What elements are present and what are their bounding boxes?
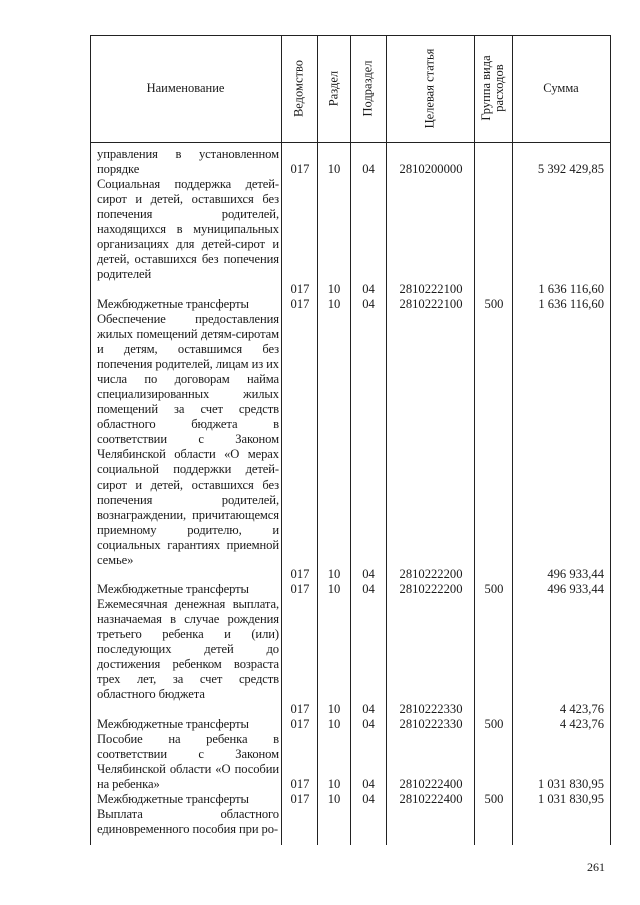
row-summa: 1 636 116,60: [538, 297, 604, 311]
row-summa: 1 636 116,60: [538, 282, 604, 296]
col-border: [610, 35, 611, 845]
row-vedomstvo: 017: [290, 792, 310, 806]
row-vedomstvo: 017: [290, 162, 310, 176]
row-podrazdel: 04: [362, 717, 375, 731]
row-description: Социальная поддержка детей-сирот и детей, оставшихся без попечения родителей, находящихся в муниципальных организациях для детей-сирот и детей, оставшихся без попечения родителей: [97, 177, 279, 282]
budget-table: [90, 35, 611, 845]
col-border: [386, 35, 387, 845]
row-razdel: 10: [327, 717, 341, 731]
row-vedomstvo: 017: [290, 582, 310, 596]
row-summa: 1 031 830,95: [537, 777, 604, 791]
row-summa: 4 423,76: [559, 702, 604, 716]
row-summa: 5 392 429,85: [537, 162, 604, 176]
row-celevaya: 2810222100: [399, 297, 463, 311]
row-celevaya: 2810222200: [399, 567, 463, 581]
row-podrazdel: 04: [362, 792, 375, 806]
row-podrazdel: 04: [362, 777, 375, 791]
row-celevaya: 2810200000: [399, 162, 463, 176]
row-description: управления в установленном порядке: [97, 147, 279, 177]
row-summa: 496 933,44: [547, 567, 604, 581]
row-celevaya: 2810222200: [399, 582, 463, 596]
row-podrazdel: 04: [362, 282, 375, 296]
row-vedomstvo: 017: [290, 717, 310, 731]
row-vedomstvo: 017: [290, 567, 310, 581]
row-razdel: 10: [327, 582, 341, 596]
row-description: Межбюджетные трансферты: [97, 297, 249, 311]
header-podrazdel: Подраздел: [360, 60, 375, 117]
row-celevaya: 2810222330: [399, 702, 463, 716]
row-description: Межбюджетные трансферты: [97, 792, 249, 806]
header-celevaya: Целевая статья: [422, 48, 437, 129]
row-razdel: 10: [327, 162, 341, 176]
col-border: [512, 35, 513, 845]
row-vedomstvo: 017: [290, 297, 310, 311]
header-vedomstvo: Ведомство: [291, 59, 306, 118]
row-razdel: 10: [327, 297, 341, 311]
row-razdel: 10: [327, 282, 341, 296]
row-description: Межбюджетные трансферты: [97, 717, 249, 731]
header-naimenovanie: Наименование: [146, 81, 225, 95]
col-border: [474, 35, 475, 845]
col-border: [281, 35, 282, 845]
row-celevaya: 2810222400: [399, 792, 463, 806]
row-gruppa: 500: [484, 297, 504, 311]
row-gruppa: 500: [484, 792, 504, 806]
row-razdel: 10: [327, 777, 341, 791]
row-summa: 4 423,76: [559, 717, 604, 731]
row-podrazdel: 04: [362, 567, 375, 581]
row-description: Обеспечение предоставления жилых помещений детям-сиротам и детям, оставшимся без попечения родителей, лицам из их числа по договорам найма специализированных жилых помещений за счет средств областного бюджета в соответствии с Законом Челябинской области «О мерах социальной поддержки детей-сирот и детей, оставшихся без попечения родителей, вознаграждении, причитающемся приемному родителю, и социальных гарантиях приемной семье»: [97, 312, 279, 567]
row-description: Пособие на ребенка в соответствии с Законом Челябинской области «О пособии на ребенка»: [97, 732, 279, 792]
row-description: Ежемесячная денежная выплата, назначаемая в случае рождения третьего ребенка и (или) последующих детей до достижения ребенком возраста трех лет, за счет средств областного бюджета: [97, 597, 279, 702]
row-podrazdel: 04: [362, 297, 375, 311]
col-border: [90, 35, 91, 845]
row-vedomstvo: 017: [290, 702, 310, 716]
header-razdel: Раздел: [326, 70, 341, 107]
header-summa: Сумма: [543, 81, 579, 95]
row-gruppa: 500: [484, 717, 504, 731]
row-razdel: 10: [327, 567, 341, 581]
row-razdel: 10: [327, 792, 341, 806]
row-summa: 1 031 830,95: [537, 792, 604, 806]
row-vedomstvo: 017: [290, 282, 310, 296]
row-gruppa: 500: [484, 582, 504, 596]
row-celevaya: 2810222400: [399, 777, 463, 791]
row-razdel: 10: [327, 702, 341, 716]
row-summa: 496 933,44: [547, 582, 604, 596]
col-border: [350, 35, 351, 845]
row-description: Выплата областного единовременного пособия при ро-: [97, 807, 279, 837]
row-celevaya: 2810222330: [399, 717, 463, 731]
row-description: Межбюджетные трансферты: [97, 582, 249, 596]
row-podrazdel: 04: [362, 702, 375, 716]
row-celevaya: 2810222100: [399, 282, 463, 296]
row-podrazdel: 04: [362, 582, 375, 596]
row-vedomstvo: 017: [290, 777, 310, 791]
col-border: [317, 35, 318, 845]
page-number: 261: [587, 860, 605, 874]
row-podrazdel: 04: [362, 162, 375, 176]
header-gruppa: Группа вида расходов: [479, 55, 506, 121]
